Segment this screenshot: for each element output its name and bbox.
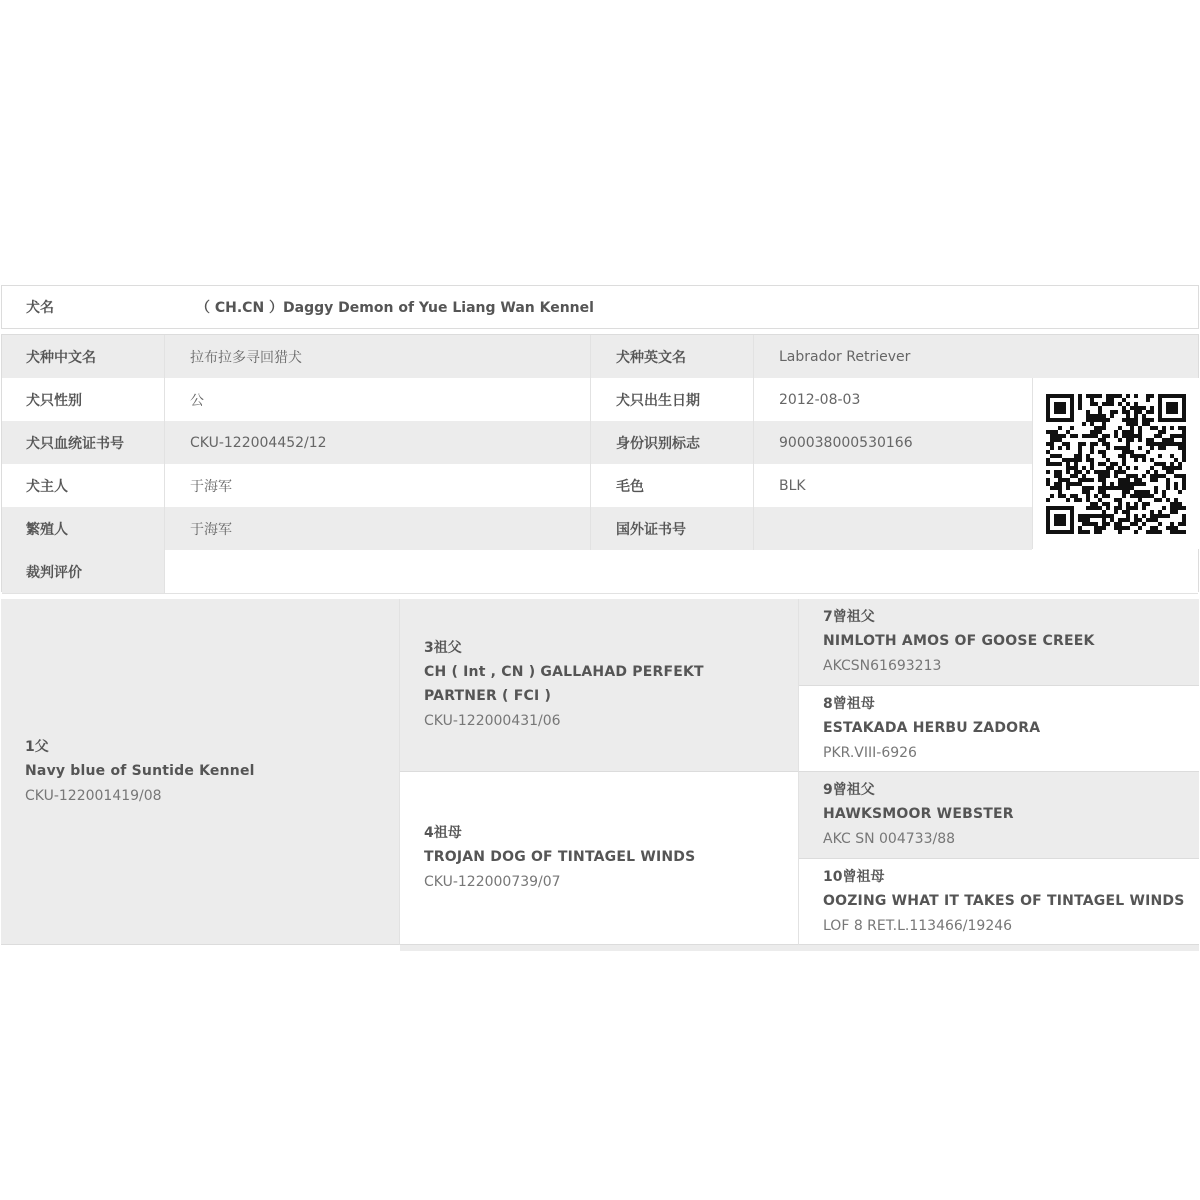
pedigree-number: 8曾祖母 bbox=[823, 695, 875, 712]
pedigree-great-granddam bbox=[799, 686, 1199, 772]
pedigree-registration: AKC SN 004733/88 bbox=[823, 831, 956, 847]
pedigree-name: OOZING WHAT IT TAKES OF TINTAGEL WINDS bbox=[823, 892, 1185, 909]
pedigree-great-granddam bbox=[799, 859, 1199, 945]
pedigree-name: Navy blue of Suntide Kennel bbox=[25, 762, 255, 779]
info-value: 公 bbox=[165, 378, 591, 421]
pedigree-number: 4祖母 bbox=[424, 825, 462, 841]
info-value: CKU-122004452/12 bbox=[165, 421, 591, 464]
pedigree-number: 10曾祖母 bbox=[823, 868, 885, 885]
info-value: 拉布拉多寻回猎犬 bbox=[165, 335, 591, 378]
dog-name-row bbox=[1, 285, 1199, 329]
dog-name-value: （ CH.CN ）Daggy Demon of Yue Liang Wan Kennel bbox=[196, 300, 594, 316]
info-label: 裁判评价 bbox=[2, 550, 165, 593]
info-value bbox=[165, 550, 1198, 593]
info-row bbox=[2, 378, 1032, 422]
pedigree-registration: CKU-122000431/06 bbox=[424, 713, 561, 729]
info-label: 国外证书号 bbox=[591, 507, 754, 550]
info-value: 2012-08-03 bbox=[779, 391, 861, 408]
pedigree-name-line1: CH ( Int , CN ) GALLAHAD PERFEKT bbox=[424, 664, 704, 680]
pedigree-registration: CKU-122001419/08 bbox=[25, 787, 162, 804]
pedigree-registration: LOF 8 RET.L.113466/19246 bbox=[823, 917, 1013, 934]
info-row bbox=[2, 335, 1198, 379]
info-value: 900038000530166 bbox=[779, 434, 913, 451]
info-value: BLK bbox=[779, 477, 806, 494]
pedigree-sire bbox=[1, 599, 400, 945]
pedigree-name: TROJAN DOG OF TINTAGEL WINDS bbox=[424, 849, 696, 865]
pedigree-name: NIMLOTH AMOS OF GOOSE CREEK bbox=[823, 633, 1095, 649]
pedigree-registration: CKU-122000739/07 bbox=[424, 874, 561, 890]
info-value: 于海军 bbox=[165, 464, 591, 507]
pedigree-number: 7曾祖父 bbox=[823, 609, 875, 625]
pedigree-name: HAWKSMOOR WEBSTER bbox=[823, 806, 1014, 822]
pedigree-continuation bbox=[799, 945, 1199, 951]
info-label: 犬种英文名 bbox=[591, 335, 754, 378]
info-label: 繁殖人 bbox=[2, 507, 165, 550]
info-row bbox=[2, 421, 1032, 465]
pedigree-registration: AKCSN61693213 bbox=[823, 658, 942, 674]
pedigree-continuation bbox=[1, 945, 400, 951]
info-label: 犬只血统证书号 bbox=[2, 421, 165, 464]
pedigree-great-grandsire bbox=[799, 772, 1199, 859]
info-row bbox=[2, 550, 1198, 594]
info-label: 身份识别标志 bbox=[591, 421, 754, 464]
info-label: 犬只性别 bbox=[2, 378, 165, 421]
info-value: Labrador Retriever bbox=[779, 348, 911, 365]
info-label: 犬主人 bbox=[2, 464, 165, 507]
info-value: 于海军 bbox=[165, 507, 591, 550]
dog-name-label: 犬名 bbox=[26, 300, 54, 316]
info-label: 犬只出生日期 bbox=[591, 378, 754, 421]
pedigree-name-line2: PARTNER ( FCI ) bbox=[424, 688, 552, 704]
pedigree-name: ESTAKADA HERBU ZADORA bbox=[823, 719, 1041, 736]
pedigree bbox=[1, 599, 1199, 954]
info-label: 毛色 bbox=[591, 464, 754, 507]
info-label: 犬种中文名 bbox=[2, 335, 165, 378]
pedigree-grandsire bbox=[400, 599, 799, 772]
info-row bbox=[2, 507, 1032, 551]
pedigree-great-grandsire bbox=[799, 599, 1199, 686]
info-row bbox=[2, 464, 1032, 508]
qr-code-icon bbox=[1046, 394, 1186, 534]
pedigree-granddam bbox=[400, 772, 799, 945]
pedigree-number: 1父 bbox=[25, 738, 49, 755]
info-table bbox=[1, 334, 1199, 592]
pedigree-number: 3祖父 bbox=[424, 640, 462, 656]
pedigree-registration: PKR.VIII-6926 bbox=[823, 744, 917, 761]
pedigree-continuation bbox=[400, 945, 799, 951]
pedigree-number: 9曾祖父 bbox=[823, 782, 875, 798]
info-value bbox=[754, 507, 779, 550]
qr-code bbox=[1032, 378, 1199, 549]
